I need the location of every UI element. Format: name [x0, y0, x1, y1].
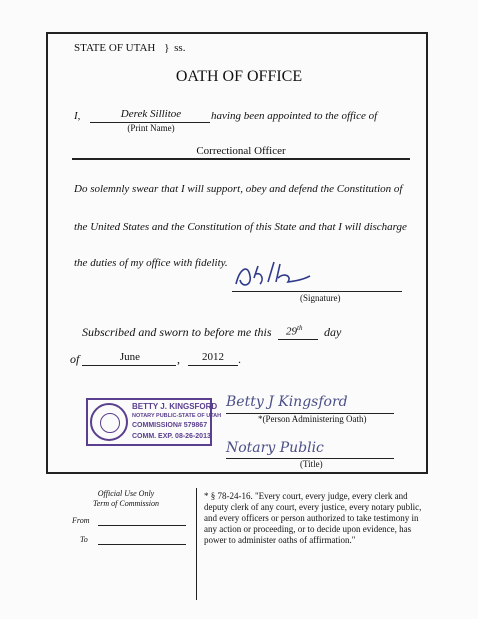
- footer-divider: [196, 488, 197, 600]
- officer-signature: [232, 258, 312, 294]
- oath-line-2: the United States and the Constitution of this State and that I will discharge: [74, 221, 407, 233]
- appointee-name: Derek Sillitoe: [120, 108, 182, 120]
- day-value: [286, 324, 302, 338]
- oath-line-1: Do solemnly swear that I will support, obey and defend the Constitution of: [74, 183, 403, 195]
- month-value: June: [119, 351, 141, 363]
- notary-stamp: [86, 398, 222, 446]
- day-number: 29: [286, 325, 297, 338]
- to-line: [98, 544, 186, 545]
- statute-line-1: * § 78-24-16. "Every court, every judge, every clerk and: [204, 491, 408, 501]
- pronoun-i: I,: [74, 110, 81, 122]
- period: .: [238, 352, 241, 366]
- comma: ,: [177, 352, 180, 366]
- bracket: }: [164, 42, 170, 54]
- statute-line-3: and every officers or person authorized to take testimony in: [204, 513, 419, 523]
- year-line: [188, 365, 238, 366]
- statute-line-2: deputy clerk of any court, every justice, every notary public,: [204, 502, 422, 512]
- from-line: [98, 525, 186, 526]
- notary-commission: COMMISSION# 579867: [132, 422, 208, 429]
- oath-line-3: the duties of my office with fidelity.: [74, 257, 228, 269]
- administrator-signature: Betty J Kingsford: [226, 394, 348, 410]
- ss-label: ss.: [174, 42, 186, 54]
- document-title: OATH OF OFFICE: [175, 68, 303, 85]
- from-label: From: [72, 516, 90, 525]
- name-caption: (Print Name): [127, 123, 175, 133]
- to-label: To: [80, 535, 88, 544]
- signature-caption: (Signature): [300, 293, 341, 303]
- official-use-heading: Official Use Only: [97, 489, 155, 498]
- term-of-commission: Term of Commission: [93, 499, 159, 508]
- notary-state: NOTARY PUBLIC-STATE OF UTAH: [132, 413, 222, 419]
- statute-line-5: power to administer oaths of affirmation.": [204, 535, 356, 545]
- notary-expiration: COMM. EXP. 08-26-2013: [132, 433, 211, 440]
- office-line: [72, 158, 410, 160]
- title-caption: (Title): [300, 459, 323, 469]
- administrator-caption: *(Person Administering Oath): [258, 414, 367, 424]
- office-name: Correctional Officer: [196, 145, 286, 157]
- title-signature: Notary Public: [226, 440, 324, 456]
- month-line: [82, 365, 176, 366]
- day-suffix: th: [297, 324, 303, 332]
- notary-name: BETTY J. KINGSFORD: [132, 402, 218, 411]
- year-value: 2012: [202, 351, 224, 363]
- subscribed-text: Subscribed and sworn to before me this: [82, 325, 272, 339]
- day-word: day: [324, 325, 342, 339]
- appointment-text: having been appointed to the office of: [211, 110, 378, 122]
- state-label: STATE OF UTAH: [74, 42, 156, 54]
- notary-seal-icon: [90, 403, 128, 441]
- statute-line-4: any action or proceeding, or to decide upon evidence, has: [204, 524, 412, 534]
- day-line: [278, 339, 318, 340]
- of-word: of: [70, 352, 80, 366]
- signature-line: [232, 291, 402, 292]
- state-header: [74, 42, 185, 54]
